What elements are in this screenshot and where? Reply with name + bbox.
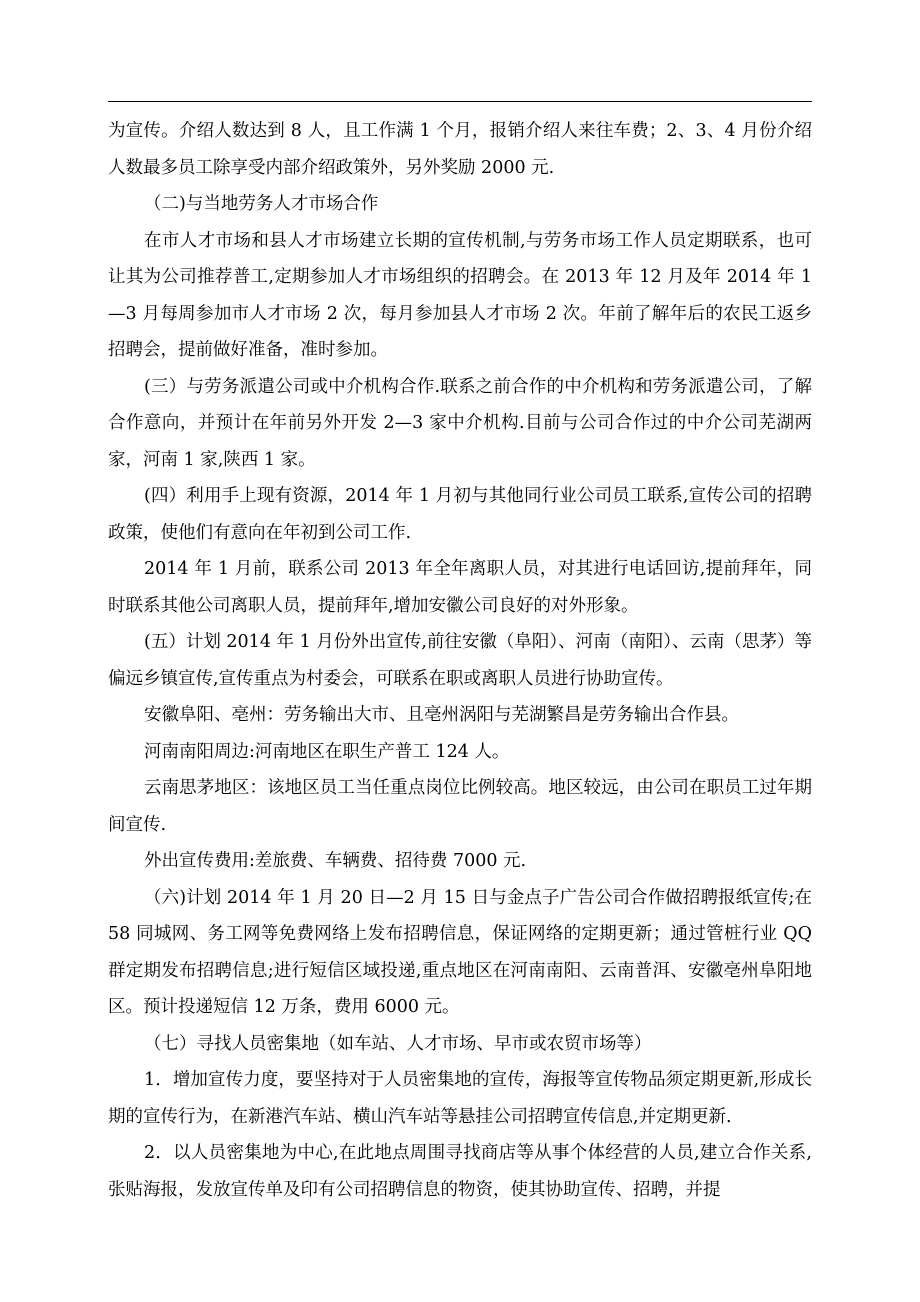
paragraph-4: (三）与劳务派遣公司或中介机构合作.联系之前合作的中介机构和劳务派遣公司，了解合作意向，并预计在年前另外开发 2—3 家中介机构.目前与公司合作过的中介公司芜湖两家，河南 1 家,陕西 1 家。 [108, 376, 812, 470]
paragraph-6: 2014 年 1 月前，联系公司 2013 年全年离职人员，对其进行电话回访,提前拜年，同时联系其他公司离职人员，提前拜年,增加安徽公司良好的对外形象。 [108, 559, 812, 616]
paragraph-3: 在市人才市场和县人才市场建立长期的宣传机制,与劳务市场工作人员定期联系，也可让其为公司推荐普工,定期参加人才市场组织的招聘会。在 2013 年 12 月及年 2014 年 1—3 月每周参加市人才市场 2 次，每月参加县人才市场 2 次。年前了解年后的农民工返乡招聘会，提前做好准备，准时参加。 [108, 230, 812, 360]
section-heading-2: （二)与当地劳务人才市场合作 [144, 194, 379, 214]
paragraph-8: 安徽阜阳、亳州：劳务输出大市、且亳州涡阳与芜湖繁昌是劳务输出合作县。 [144, 705, 739, 725]
header-rule [108, 101, 812, 102]
paragraph-1: 为宣传。介绍人数达到 8 人，且工作满 1 个月，报销介绍人来往车费；2、3、4 月份介绍人数最多员工除享受内部介绍政策外，另外奖励 2000 元. [108, 121, 812, 178]
paragraph-14: 1．增加宣传力度，要坚持对于人员密集地的宣传，海报等宣传物品须定期更新,形成长期的宣传行为，在新港汽车站、横山汽车站等悬挂公司招聘宣传信息,并定期更新. [108, 1070, 812, 1127]
paragraph-12: （六)计划 2014 年 1 月 20 日—2 月 15 日与金点子广告公司合作做招聘报纸宣传;在 58 同城网、务工网等免费网络上发布招聘信息，保证网络的定期更新；通过管桩行业 QQ 群定期发布招聘信息;进行短信区域投递,重点地区在河南南阳、云南普洱、安徽亳州阜阳地区。预计投递短信 12 万条，费用 6000 元。 [108, 887, 812, 1017]
paragraph-7: (五）计划 2014 年 1 月份外出宣传,前往安徽（阜阳）、河南（南阳）、云南（思茅）等偏远乡镇宣传,宣传重点为村委会，可联系在职或离职人员进行协助宣传。 [108, 632, 812, 689]
paragraph-9: 河南南阳周边:河南地区在职生产普工 124 人。 [144, 741, 510, 762]
paragraph-5: (四）利用手上现有资源，2014 年 1 月初与其他同行业公司员工联系,宣传公司的招聘政策，使他们有意向在年初到公司工作. [108, 486, 812, 543]
document-body [108, 113, 812, 1208]
paragraph-10: 云南思茅地区：该地区员工当任重点岗位比例较高。地区较远，由公司在职员工过年期间宣传. [108, 778, 812, 835]
paragraph-15: 2．以人员密集地为中心,在此地点周围寻找商店等从事个体经营的人员,建立合作关系,张贴海报，发放宣传单及印有公司招聘信息的物资，使其协助宣传、招聘，并提 [108, 1143, 812, 1200]
paragraph-11: 外出宣传费用:差旅费、车辆费、招待费 7000 元. [144, 851, 527, 871]
section-heading-13: （七）寻找人员密集地（如车站、人才市场、早市或农贸市场等） [144, 1033, 652, 1054]
